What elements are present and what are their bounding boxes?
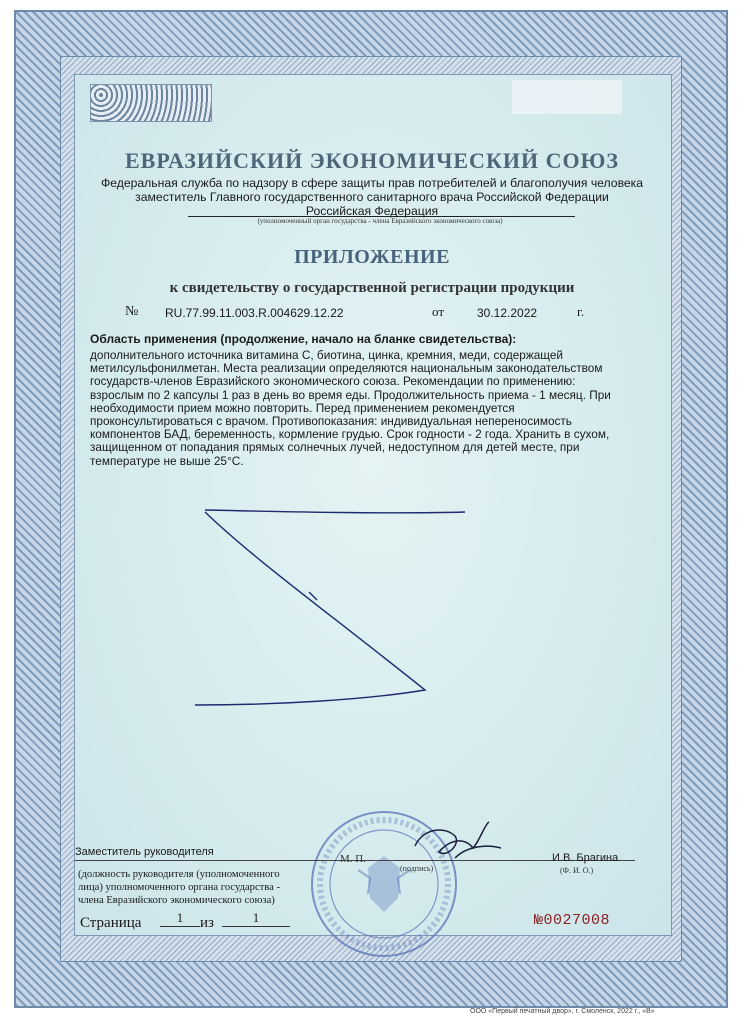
- union-title: ЕВРАЗИЙСКИЙ ЭКОНОМИЧЕСКИЙ СОЮЗ: [124, 148, 620, 173]
- signature-caption: (подпись): [400, 864, 434, 873]
- scope-line: проконсультироваться с врачом. Противопоказания: индивидуальная непереносимость: [90, 414, 572, 429]
- position-note-line: лица) уполномоченного органа государства -: [78, 882, 281, 893]
- scope-heading: Область применения (продолжение, начало на бланке свидетельства):: [90, 332, 517, 346]
- signer-name: И.В. Брагина: [552, 852, 619, 864]
- page-label: Страница: [80, 915, 142, 931]
- registration-date: 30.12.2022: [477, 306, 538, 320]
- scope-line: дополнительного источника витамина С, биотина, цинка, кремния, меди, содержащей: [90, 348, 563, 362]
- page-total: 1: [222, 910, 290, 927]
- scope-line: компонентов БАД, беременность, кормление грудью. Срок годности - 2 года. Хранить в сухом,: [90, 427, 610, 442]
- position-note: [78, 868, 338, 907]
- year-suffix: г.: [577, 304, 585, 319]
- scope-line: государств-членов Евразийского экономического союза. Рекомендации по применению:: [90, 374, 576, 389]
- printer-imprint: ООО «Первый печатный двор», г. Смоленск, 2022 г., «В»: [470, 1008, 655, 1015]
- faded-corner-patch: [512, 80, 622, 114]
- appendix-subtitle: к свидетельству о государственной регистрации продукции: [169, 280, 575, 296]
- z-cancellation-stroke: [195, 500, 485, 710]
- page-number: 1: [160, 910, 200, 927]
- scope-line: защищенном от попадания прямых солнечных лучей, недоступном для детей месте, при: [90, 440, 580, 455]
- agency-line-3: Российская Федерация: [305, 204, 439, 218]
- deputy-label: Заместитель руководителя: [75, 846, 214, 858]
- number-label: №: [125, 304, 139, 319]
- form-serial-number: №0027008: [534, 912, 611, 929]
- agency-line-2: заместитель Главного государственного санитарного врача Российской Федерации: [135, 190, 609, 204]
- registration-number: RU.77.99.11.003.R.004629.12.22: [165, 306, 344, 320]
- hologram-ornament: [90, 84, 212, 122]
- scope-line: необходимости прием можно повторить. Перед применением рекомендуется: [90, 400, 515, 415]
- appendix-title: ПРИЛОЖЕНИЕ: [294, 246, 450, 268]
- fio-caption: (Ф. И. О.): [560, 866, 594, 875]
- position-note-line: (должность руководителя (уполномоченного: [78, 869, 280, 880]
- agency-line-1: Федеральная служба по надзору в сфере защиты прав потребителей и благополучия человека: [100, 176, 644, 190]
- date-from-label: от: [432, 304, 445, 319]
- agency-note: (уполномоченный орган государства - члена Евразийского экономического союза): [257, 217, 503, 225]
- seal-place-label: М. П.: [340, 853, 366, 865]
- scope-line: температуре не выше 25°С.: [90, 453, 244, 468]
- scope-line: взрослым по 2 капсулы 1 раз в день во время еды. Продолжительность приема - 1 месяц. При: [90, 387, 611, 402]
- agency-block: [80, 176, 664, 218]
- scope-line: метилсульфонилметан. Места реализации определяются национальным законодательством: [90, 361, 603, 376]
- scope-text: [90, 349, 630, 468]
- position-note-line: члена Евразийского экономического союза): [78, 895, 275, 906]
- of-label: из: [200, 915, 214, 931]
